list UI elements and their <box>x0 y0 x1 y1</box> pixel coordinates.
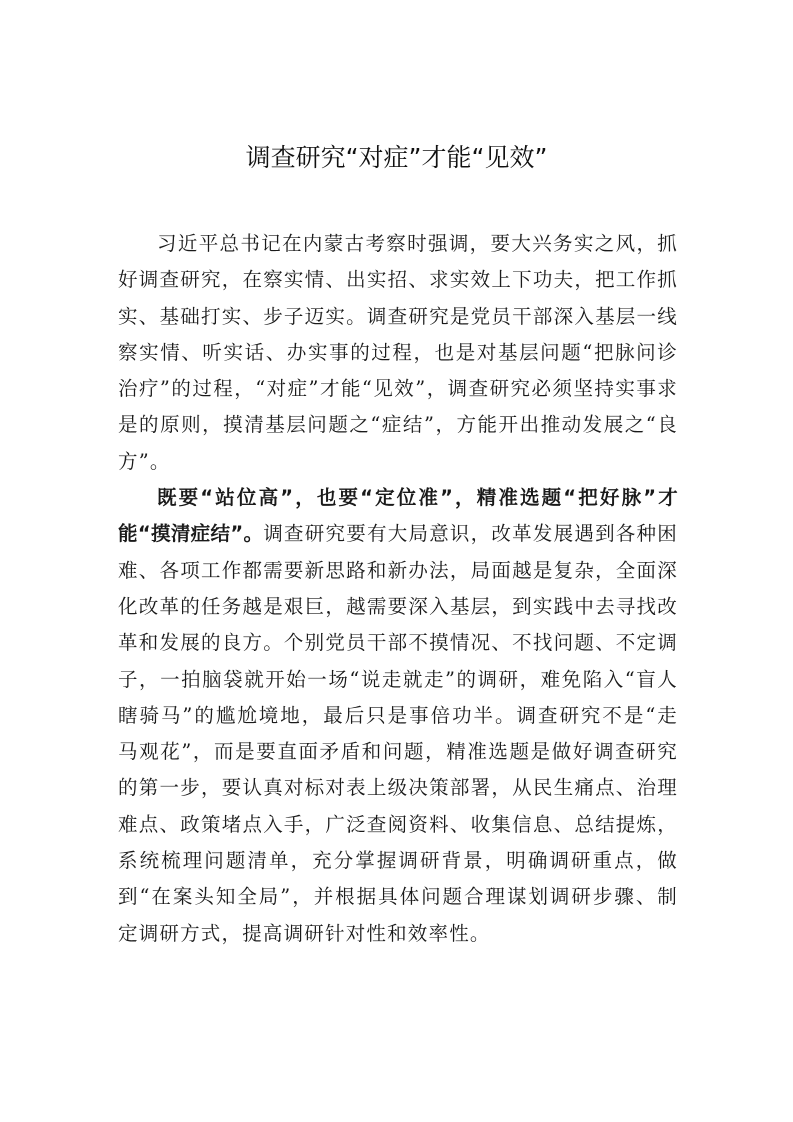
paragraph-2-lead: 既要“站位高”，也要“定位准”，精准选题“把好脉”才能“摸清症结”。 <box>118 486 678 546</box>
paragraph-1 <box>118 226 678 480</box>
document-body <box>118 226 678 952</box>
paragraph-2 <box>118 480 678 952</box>
paragraph-2-text: 调查研究要有大局意识，改革发展遇到各种困难、各项工作都需要新思路和新办法，局面越是复杂，全面深化改革的任务越是艰巨，越需要深入基层，到实践中去寻找改革和发展的良方。个别党员干部不摸情况、不找问题、不定调子，一拍脑袋就开始一场“说走就走”的调研，难免陷入“盲人瞎骑马”的尴尬境地，最后只是事倍功半。调查研究不是“走马观花”，而是要直面矛盾和问题，精准选题是做好调查研究的第一步，要认真对标对表上级决策部署，从民生痛点、治理难点、政策堵点入手，广泛查阅资料、收集信息、总结提炼，系统梳理问题清单，充分掌握调研背景，明确调研重点，做到“在案头知全局”，并根据具体问题合理谋划调研步骤、制定调研方式，提高调研针对性和效率性。 <box>118 522 678 945</box>
paragraph-1-text: 习近平总书记在内蒙古考察时强调，要大兴务实之风，抓好调查研究，在察实情、出实招、求实效上下功夫，把工作抓实、基础打实、步子迈实。调查研究是党员干部深入基层一线察实情、听实话、办实事的过程，也是对基层问题“把脉问诊治疗”的过程，“对症”才能“见效”，调查研究必须坚持实事求是的原则，摸清基层问题之“症结”，方能开出推动发展之“良方”。 <box>118 232 678 473</box>
document-title: 调查研究“对症”才能“见效” <box>245 143 548 172</box>
